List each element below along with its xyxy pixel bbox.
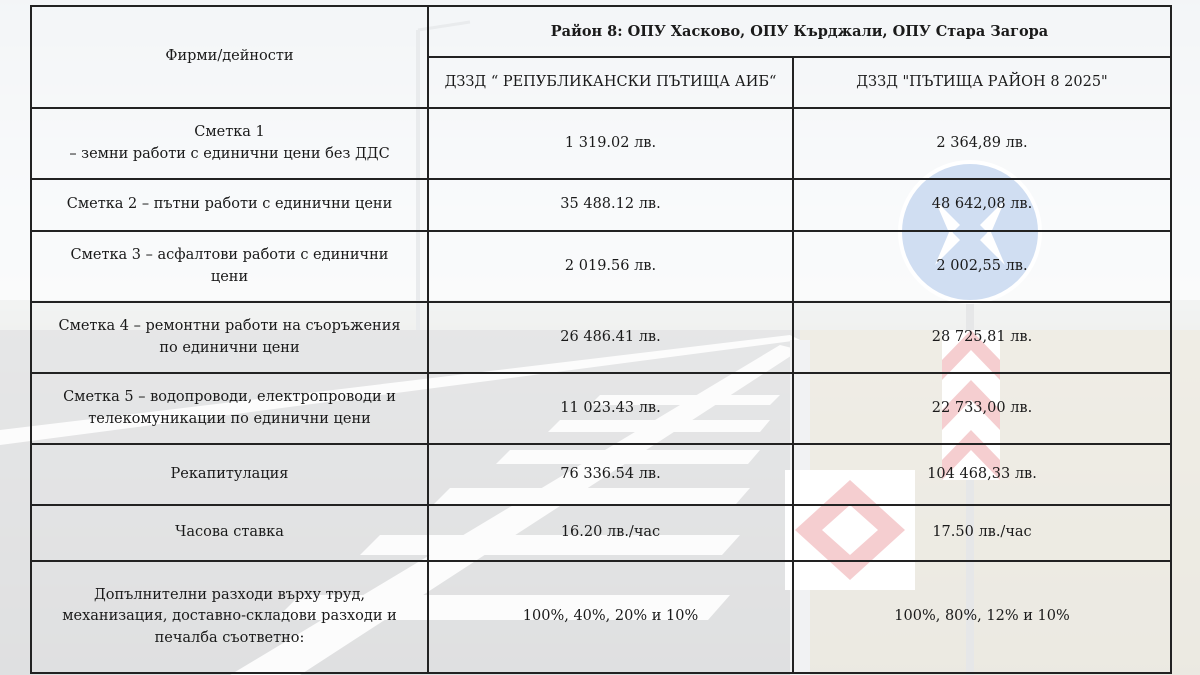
cell-value-aib: 11 023.43 лв.: [428, 373, 793, 444]
row-label: Сметка 5 – водопроводи, електропроводи и телекомуникации по единични цени: [31, 373, 428, 444]
table-row: [31, 179, 1171, 231]
cell-value-aib: 2 019.56 лв.: [428, 231, 793, 302]
firm-header-aib: ДЗЗД “ РЕПУБЛИКАНСКИ ПЪТИЩА АИБ“: [428, 57, 793, 108]
region-header: Район 8: ОПУ Хасково, ОПУ Кърджали, ОПУ Стара Загора: [428, 6, 1171, 57]
cell-value-aib: 76 336.54 лв.: [428, 444, 793, 505]
row-label: Допълнителни разходи върху труд, механизация, доставно-складови разходи и печалба съответно:: [31, 561, 428, 673]
row-label: Сметка 3 – асфалтови работи с единични цени: [31, 231, 428, 302]
table-row: [31, 444, 1171, 505]
cell-value-raion8: 22 733,00 лв.: [793, 373, 1171, 444]
row-label: Сметка 2 – пътни работи с единични цени: [31, 179, 428, 231]
cell-value-raion8: 48 642,08 лв.: [793, 179, 1171, 231]
row-label: Часова ставка: [31, 505, 428, 561]
table-row: [31, 108, 1171, 179]
cell-value-raion8: 28 725,81 лв.: [793, 302, 1171, 373]
table-row: [31, 505, 1171, 561]
cell-value-raion8: 2 364,89 лв.: [793, 108, 1171, 179]
row-label: Сметка 1 – земни работи с единични цени без ДДС: [31, 108, 428, 179]
price-comparison-table: [30, 5, 1172, 674]
cell-value-raion8: 2 002,55 лв.: [793, 231, 1171, 302]
row-label: Сметка 4 – ремонтни работи на съоръжения по единични цени: [31, 302, 428, 373]
cell-value-raion8: 17.50 лв./час: [793, 505, 1171, 561]
firm-header-raion8: ДЗЗД "ПЪТИЩА РАЙОН 8 2025": [793, 57, 1171, 108]
row-label: Рекапитулация: [31, 444, 428, 505]
cell-value-raion8: 104 468,33 лв.: [793, 444, 1171, 505]
table-row: [31, 231, 1171, 302]
table-row: [31, 302, 1171, 373]
table-row: [31, 561, 1171, 673]
cell-value-aib: 100%, 40%, 20% и 10%: [428, 561, 793, 673]
corner-header: Фирми/дейности: [31, 6, 428, 108]
cell-value-aib: 16.20 лв./час: [428, 505, 793, 561]
cell-value-aib: 1 319.02 лв.: [428, 108, 793, 179]
header-row-region: [31, 6, 1171, 57]
cell-value-raion8: 100%, 80%, 12% и 10%: [793, 561, 1171, 673]
cell-value-aib: 35 488.12 лв.: [428, 179, 793, 231]
table-row: [31, 373, 1171, 444]
cell-value-aib: 26 486.41 лв.: [428, 302, 793, 373]
